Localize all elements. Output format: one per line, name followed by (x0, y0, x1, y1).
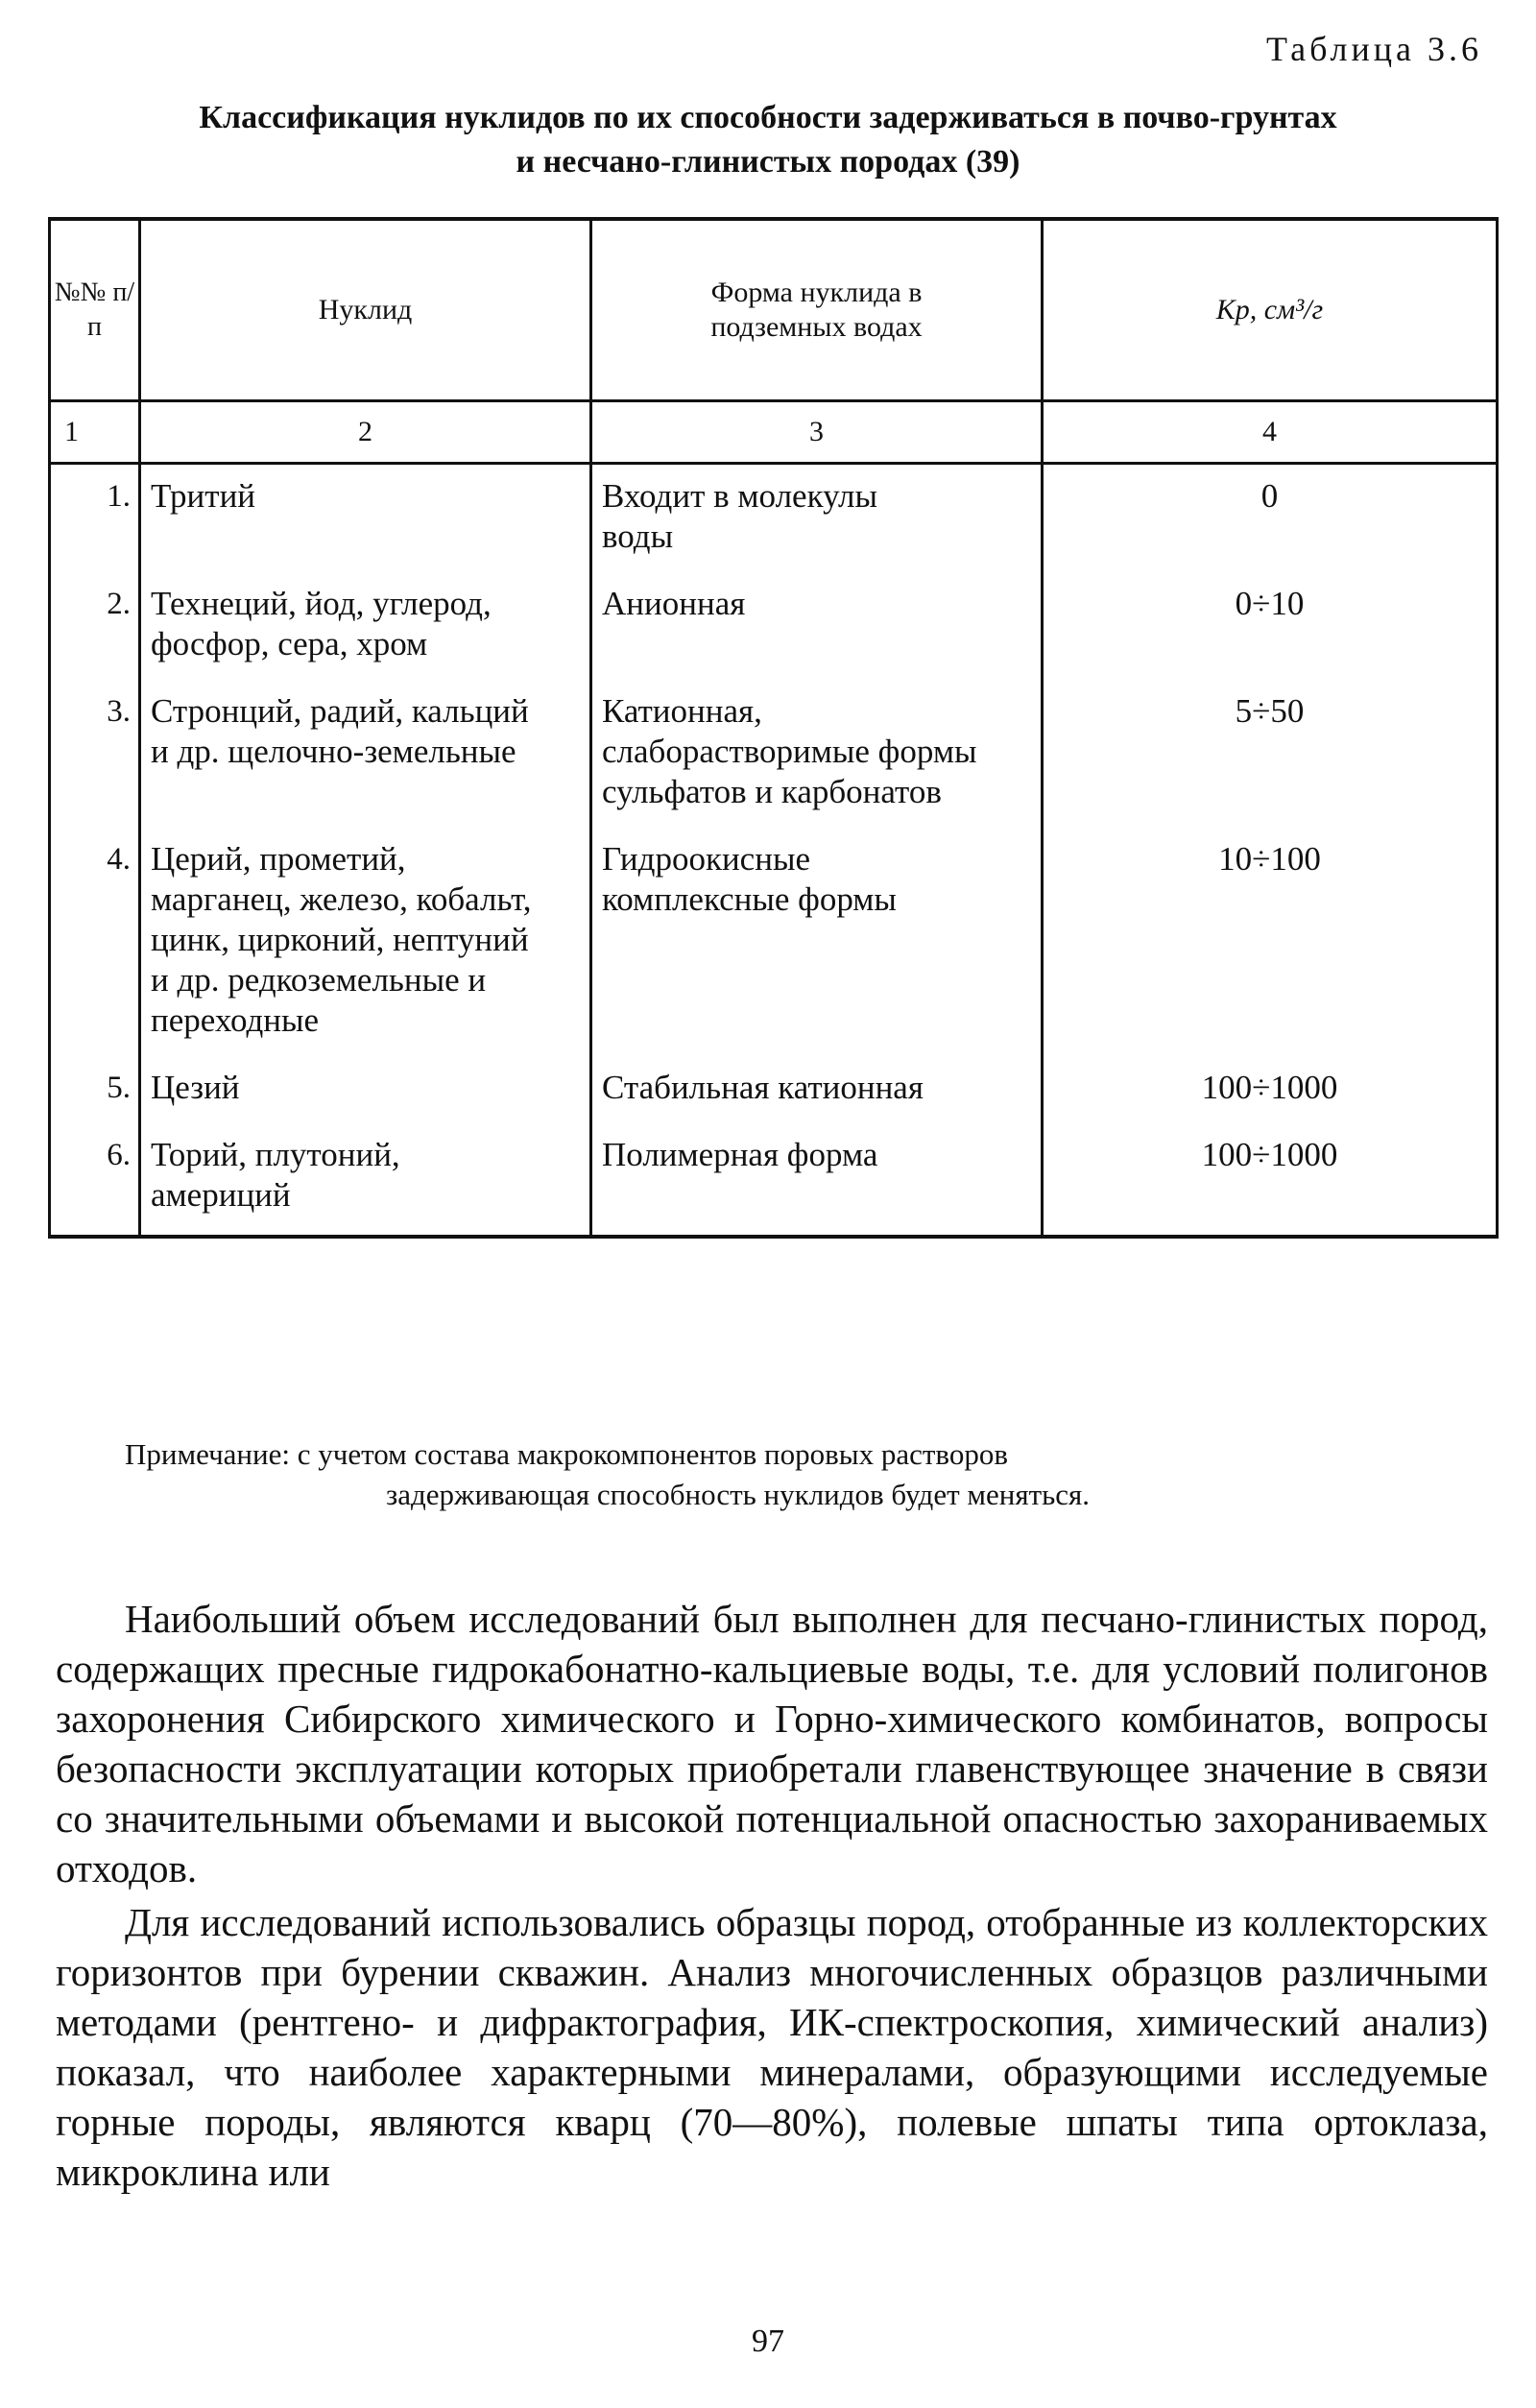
row-kp: 100÷1000 (1043, 1123, 1498, 1237)
table-title-line-2: и несчано-глинистых породах (39) (516, 144, 1020, 180)
row-form: Анионная (591, 572, 1043, 680)
row-nuclide: Цезий (140, 1056, 591, 1123)
column-number-3: 3 (591, 401, 1043, 464)
table-row (50, 1056, 1498, 1123)
table-row (50, 1123, 1498, 1237)
header-form: Форма нуклида в подземных водах (591, 219, 1043, 401)
header-number: №№ п/п (50, 219, 140, 401)
paragraph: Для исследований использовались образцы пород, отобранные из коллекторских горизонтов при бурении скважин. Анализ многочисленных образцов различными методами (рентгено- и дифрактография, ИК-спектроскопия, химический анализ) показал, что наиболее характерными минералами, образующими исследуемые горные породы, являются кварц (70—80%), полевые шпаты типа ортоклаза, микроклина или (56, 1900, 1488, 2194)
table-row (50, 828, 1498, 1056)
row-form: Стабильная катионная (591, 1056, 1043, 1123)
table-row (50, 572, 1498, 680)
column-number-4: 4 (1043, 401, 1498, 464)
row-nuclide: Церий, прометий, марганец, железо, кобальт, цинк, цирконий, нептуний и др. редкоземельные и переходные (140, 828, 591, 1056)
column-number-1: 1 (50, 401, 140, 464)
row-nuclide: Торий, плутоний, америций (140, 1123, 591, 1237)
row-number: 4. (107, 842, 131, 877)
note-text-2: задерживающая способность нуклидов будет меняться. (386, 1478, 1091, 1511)
table-row (50, 464, 1498, 573)
row-form: Катионная, слаборастворимые формы сульфатов и карбонатов (591, 680, 1043, 828)
row-kp: 5÷50 (1043, 680, 1498, 828)
row-form: Гидроокисные комплексные формы (591, 828, 1043, 1056)
row-form: Полимерная форма (591, 1123, 1043, 1237)
table-note (125, 1434, 1488, 1515)
row-number: 5. (107, 1071, 131, 1105)
row-kp: 100÷1000 (1043, 1056, 1498, 1123)
row-number: 3. (107, 694, 131, 729)
row-number: 6. (50, 1123, 140, 1237)
column-number-row (50, 401, 1498, 464)
header-nuclide: Нуклид (140, 219, 591, 401)
row-kp: 10÷100 (1043, 828, 1498, 1056)
note-text-1: с учетом состава макрокомпонентов поровых растворов (297, 1437, 1008, 1471)
row-nuclide: Тритий (140, 464, 591, 573)
body-text (56, 1594, 1488, 2197)
row-kp: 0 (1043, 464, 1498, 573)
table-header-row (50, 219, 1498, 401)
nuclide-classification-table (48, 217, 1499, 1239)
page-number: 97 (752, 2324, 784, 2359)
header-kp: Kp, см³/г (1043, 219, 1498, 401)
row-nuclide: Технеций, йод, углерод, фосфор, сера, хром (140, 572, 591, 680)
column-number-2: 2 (140, 401, 591, 464)
table-title (48, 96, 1488, 184)
note-line-1 (125, 1434, 1488, 1475)
row-form: Входит в молекулы воды (591, 464, 1043, 573)
row-number: 2. (107, 587, 131, 621)
table-row (50, 680, 1498, 828)
nuclide-classification-table-wrap (48, 217, 1496, 1239)
row-kp: 0÷10 (1043, 572, 1498, 680)
table-label: Таблица 3.6 (1266, 30, 1482, 68)
row-number: 1. (107, 479, 131, 514)
note-label: Примечание: (125, 1437, 290, 1471)
paragraph: Наибольший объем исследований был выполнен для песчано-глинистых пород, содержащих пресные гидрокабонатно-кальциевые воды, т.е. для условий полигонов захоронения Сибирского химического и Горно-химического комбинатов, вопросы безопасности эксплуатации которых приобретали главенствующее значение в связи со значительными объемами и высокой потенциальной опасностью захораниваемых отходов. (56, 1597, 1488, 1890)
table-title-line-1: Классификация нуклидов по их способности задерживаться в почво-грунтах (199, 100, 1337, 135)
row-nuclide: Стронций, радий, кальций и др. щелочно-земельные (140, 680, 591, 828)
